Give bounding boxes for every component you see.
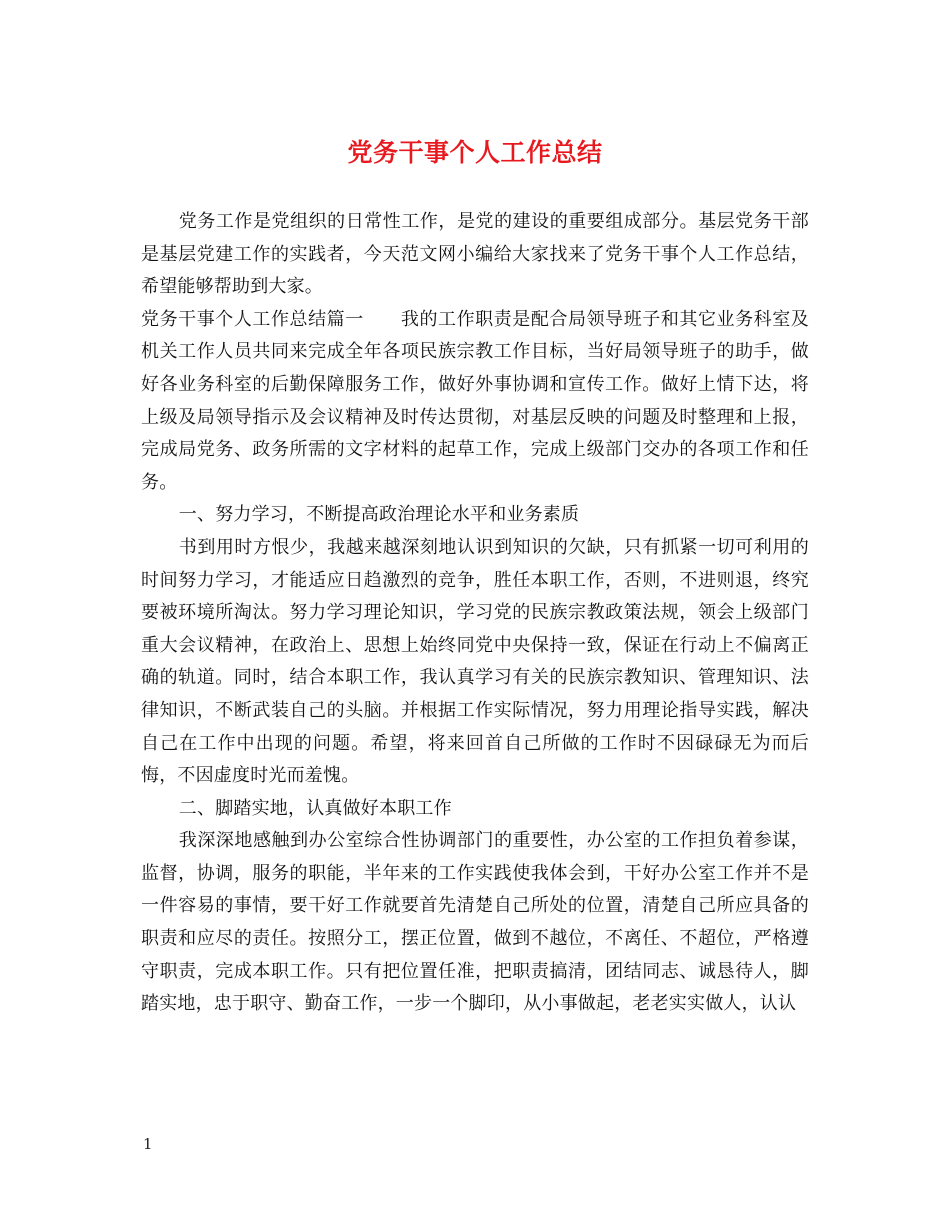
work-paragraph: 我深深地感触到办公室综合性协调部门的重要性，办公室的工作担负着参谋，监督，协调，服务的职能，半年来的工作实践使我体会到，干好办公室工作并不是一件容易的事情，要干好工作就要首先清楚自己所处的位置，清楚自己所应具备的职责和应尽的责任。按照分工，摆正位置，做到不越位，不离任、不超位，严格遵守职责，完成本职工作。只有把位置任准，把职责搞清，团结同志、诚恳待人，脚踏实地，忠于职守、勤奋工作，一步一个脚印，从小事做起，老老实实做人，认认: [141, 830, 809, 1015]
heading-work: 二、脚踏实地，认真做好本职工作: [178, 797, 452, 819]
page-title: 党务干事个人工作总结: [347, 138, 603, 167]
section-one-paragraph: 党务干事个人工作总结篇一 我的工作职责是配合局领导班子和其它业务科室及机关工作人员共同来完成全年各项民族宗教工作目标，当好局领导班子的助手，做好各业务科室的后勤保障服务工作，做好外事协调和宣传工作。做好上情下达，将上级及局领导指示及会议精神及时传达贯彻，对基层反映的问题及时整理和上报，完成局党务、政务所需的文字材料的起草工作，完成上级部门交办的各项工作和任务。: [141, 308, 809, 493]
heading-study: 一、努力学习，不断提高政治理论水平和业务素质: [178, 504, 580, 526]
intro-paragraph: 党务工作是党组织的日常性工作，是党的建设的重要组成部分。基层党务干部是基层党建工作的实践者，今天范文网小编给大家找来了党务干事个人工作总结，希望能够帮助到大家。: [141, 211, 809, 298]
document-body: [141, 206, 809, 1021]
page-number: 1: [143, 1135, 153, 1153]
study-paragraph: 书到用时方恨少，我越来越深刻地认识到知识的欠缺，只有抓紧一切可利用的时间努力学习，才能适应日趋激烈的竞争，胜任本职工作，否则，不进则退，终究要被环境所淘汰。努力学习理论知识，学习党的民族宗教政策法规，领会上级部门重大会议精神，在政治上、思想上始终同党中央保持一致，保证在行动上不偏离正确的轨道。同时，结合本职工作，我认真学习有关的民族宗教知识、管理知识、法律知识，不断武装自己的头脑。并根据工作实际情况，努力用理论指导实践，解决自己在工作中出现的问题。希望，将来回首自己所做的工作时不因碌碌无为而后悔，不因虚度时光而羞愧。: [141, 536, 809, 787]
